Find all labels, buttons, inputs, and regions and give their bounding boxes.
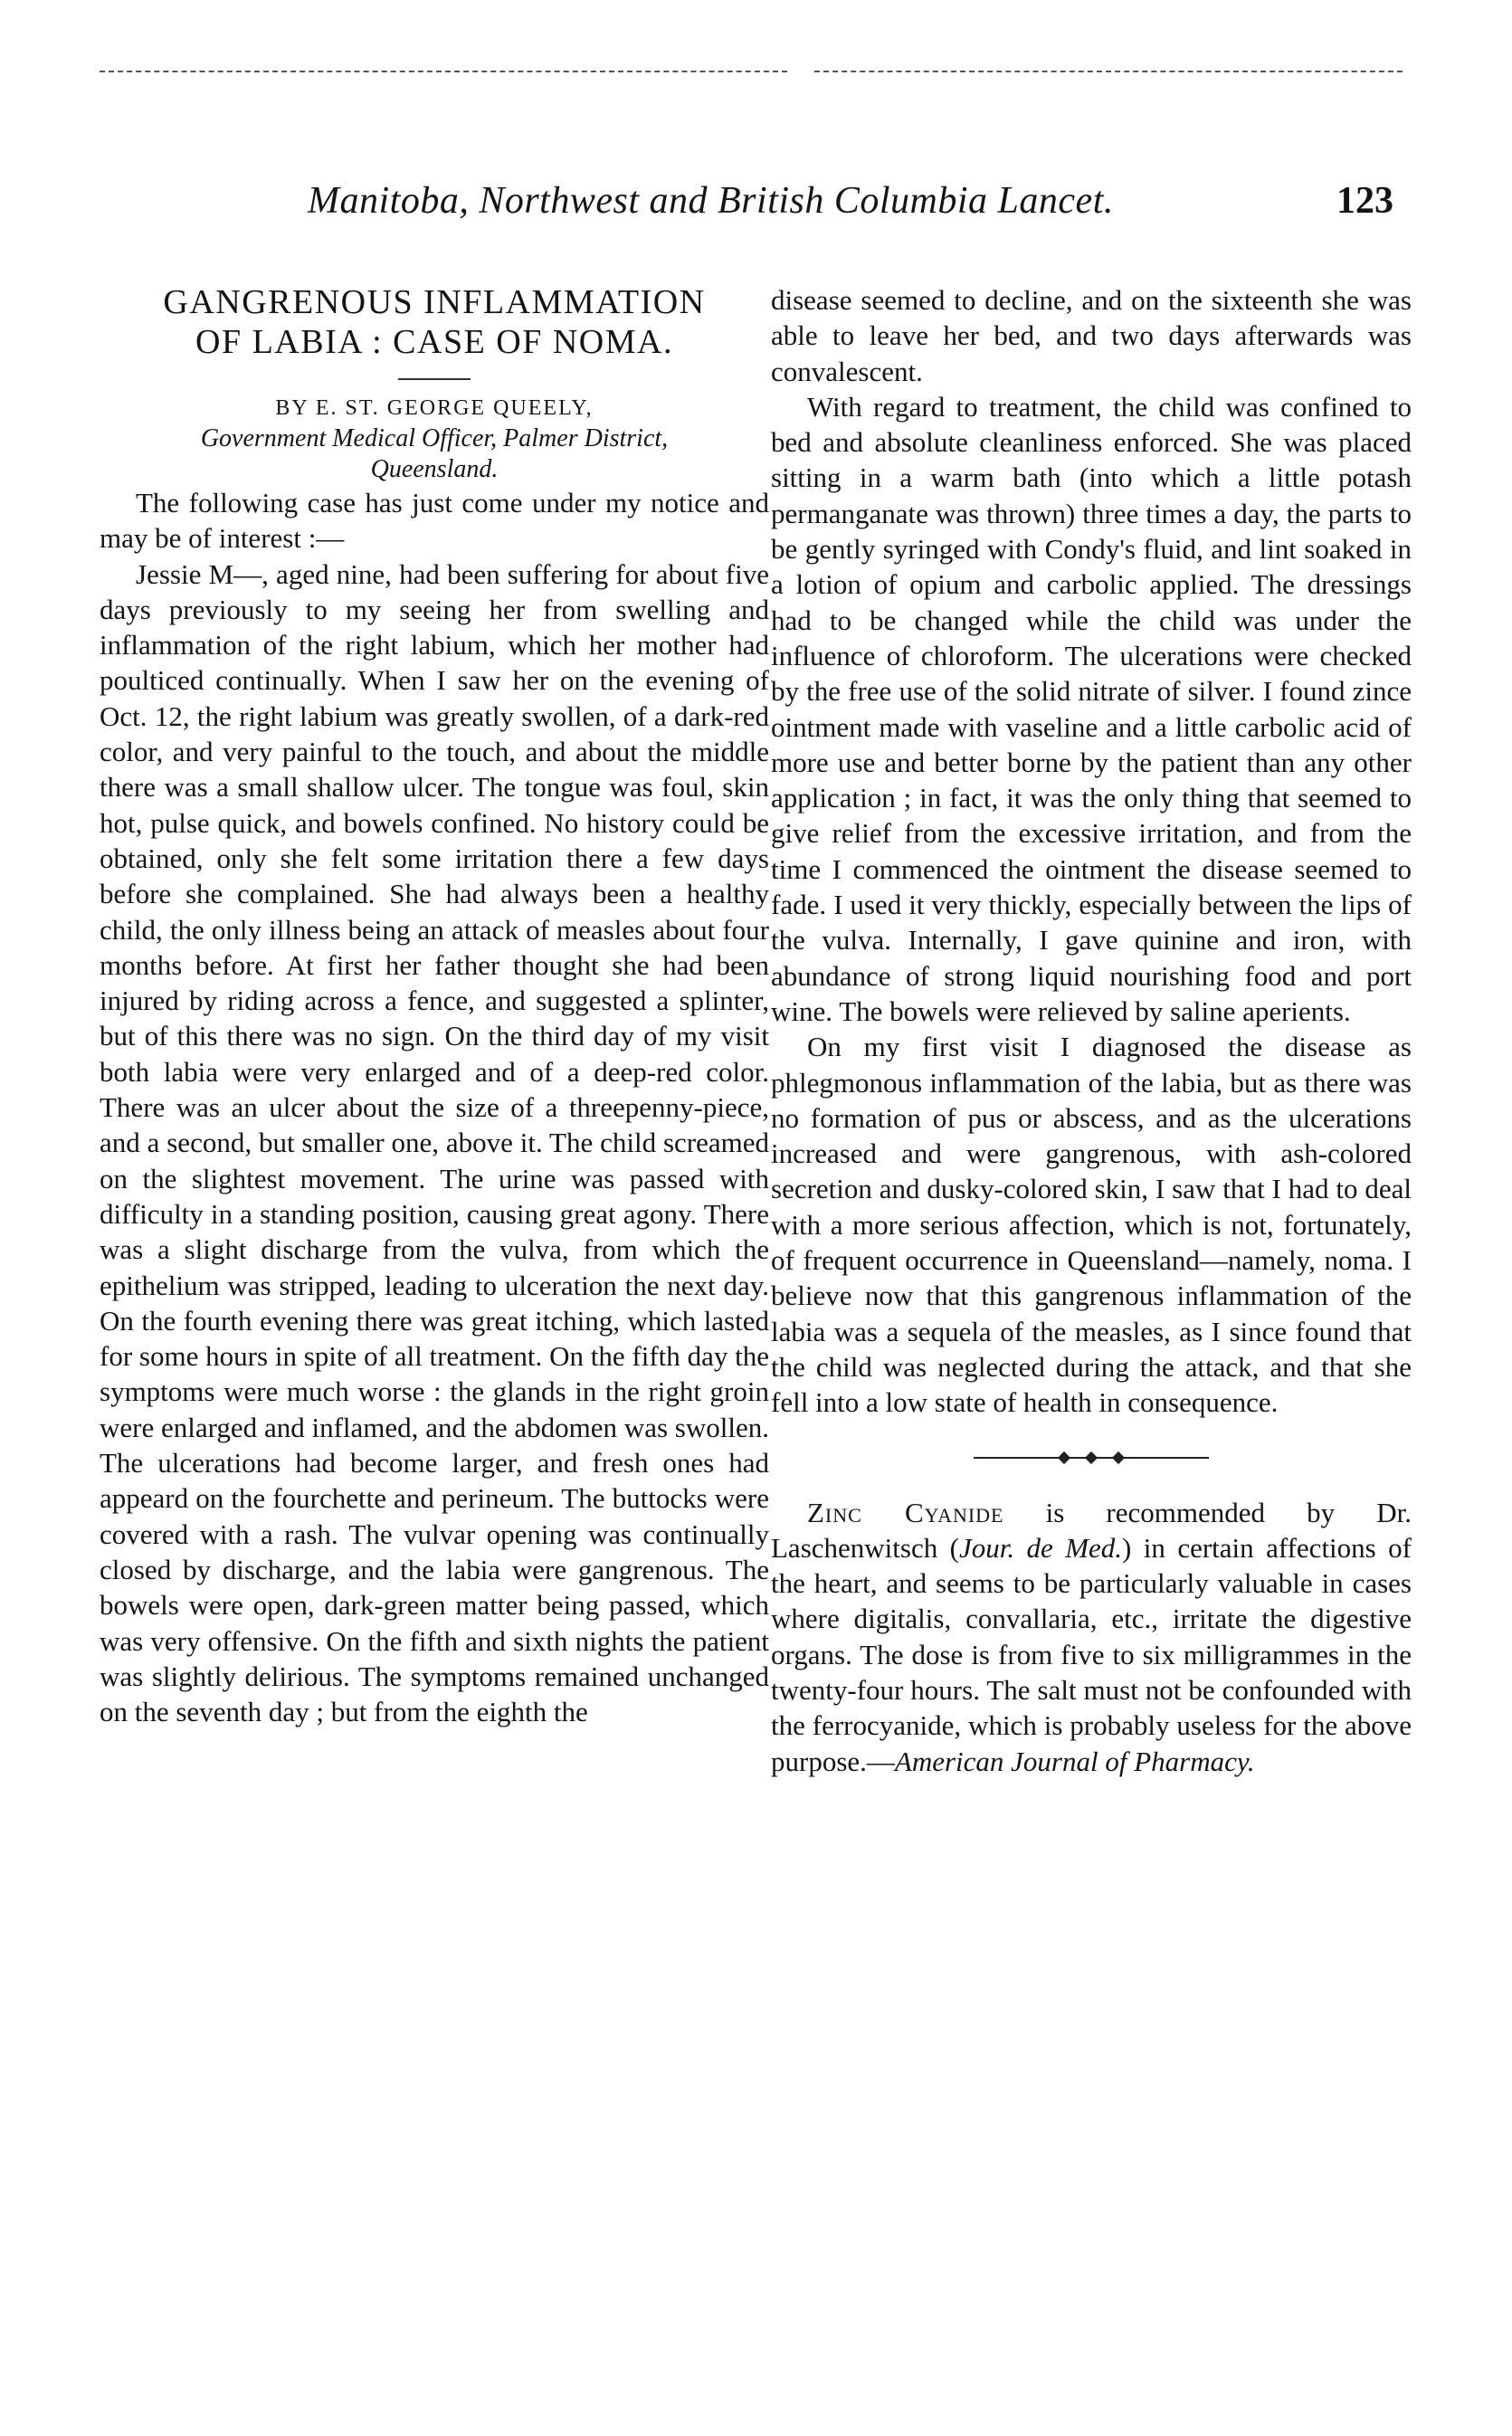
article-title-line-1: GANGRENOUS INFLAMMATION [163,283,706,321]
journal-abbrev: Jour. de Med. [958,1531,1123,1564]
page-number: 123 [1336,180,1393,222]
byline: BY E. ST. GEORGE QUEELY, [275,396,594,420]
article-paragraph: On my first visit I diagnosed the disease as phlegmonous inflammation of the labia, but as there was no formation of pus or abscess, and as the ulcerations increased and were gangrenous, with ash-colored secretion and dusky-colored skin, I saw that I had to deal with a more serious affection, which is not, fortunately, of frequent occurrence in Queensland—namely, noma. I believe now that this gangrenous inflammation of the labia was a sequela of the measles, as I since found that the child was neglected during the attack, and that she fell into a low state of health in consequence. [771,1031,1412,1419]
notice-lead: Zinc Cyanide [807,1496,1004,1528]
notice-body-start: is recommended by Dr. Laschenwitsch ( [771,1496,1412,1564]
article-paragraph: Jessie M—, aged nine, had been suffering for about five days previously to my seeing her from swelling and inflammation of the right labium, which her mother had poulticed continually. When I saw her on the evening of Oct. 12, the right labium was greatly swollen, of a dark-red color, and very painful to the touch, and about the middle there was a small shallow ulcer. The tongue was foul, skin hot, pulse quick, and bowels confined. No history could be obtained, only she felt some irritation there a few days before she complained. She had always been a healthy child, the only illness being an attack of measles about four months before. At first her father thought she had been injured by riding across a fence, and suggested a splinter, but of this there was no sign. On the third day of my visit both labia were very enlarged and of a deep-red color. There was an ulcer about the size of a threepenny-piece, and a second, but smaller one, above it. The child screamed on the slightest movement. The urine was passed with difficulty in a standing position, causing great agony. There was a slight discharge from the vulva, from which the epithelium was stripped, leading to ulceration the next day. On the fourth evening there was great itching, which lasted for some hours in spite of all treatment. On the fifth day the symptoms were much worse : the glands in the right groin were enlarged and inflamed, and the abdomen was swollen. The ulcerations had become larger, and fresh ones had appeard on the fourchette and perineum. The buttocks were covered with a rash. The vulvar opening was continually closed by discharge, and the labia were gangrenous. The bowels were open, dark-green matter being passed, which was very offensive. On the fifth and sixth nights the patient was slightly delirious. The symptoms remained unchanged on the seventh day ; but from the eighth the [100,557,769,1728]
running-title: Manitoba, Northwest and British Columbia Lancet. [308,180,1114,222]
article-title-line-2: OF LABIA : CASE OF NOMA. [195,323,673,361]
affiliation [100,423,769,485]
notice-source: American Journal of Pharmacy. [894,1745,1255,1777]
affiliation-line-1: Government Medical Officer, Palmer District, [200,424,669,452]
article-paragraph: With regard to treatment, the child was confined to bed and absolute cleanliness enforced. She was placed sitting in a warm bath (into which a little potash permanganate was thrown) three times a day, the parts to be gently syringed with Condy's fluid, and lint soaked in a lotion of opium and carbolic applied. The dressings had to be changed while the child was under the influence of chloroform. The ulcerations were checked by the free use of the solid nitrate of silver. I found zince ointment made with vaseline and a little carbolic acid of more use and better borne by the patient than any other application ; in fact, it was the only thing that seemed to give relief from the excessive irritation, and from the time I commenced the ointment the disease seemed to fade. I used it very thickly, especially between the lips of the vulva. Internally, I gave quinine and iron, with abundance of strong liquid nourishing food and port wine. The bowels were relieved by saline aperients. [771,390,1412,1027]
section-separator [974,1451,1209,1464]
left-column [100,282,769,1729]
affiliation-line-2: Queensland. [370,455,499,483]
header-rule-right [814,71,1403,72]
right-column [771,282,1412,1779]
article-paragraph: disease seemed to decline, and on the sixteenth she was able to leave her bed, and two days afterwards was convalescent. [771,284,1412,387]
notice-paragraph [771,1495,1412,1779]
notice-body-rest: ) in certain affections of the heart, and seems to be particularly valuable in cases where digitalis, convallaria, etc., irritate the digestive organs. The dose is from five to six milligrammes in the twenty-four hours. The salt must not be confounded with the ferrocyanide, which is probably useless for the above purpose.— [771,1531,1412,1777]
header-rule-left [100,71,787,72]
article-paragraph: The following case has just come under my notice and may be of interest :— [100,487,769,555]
page-header [100,172,1403,235]
title-rule [398,378,471,380]
